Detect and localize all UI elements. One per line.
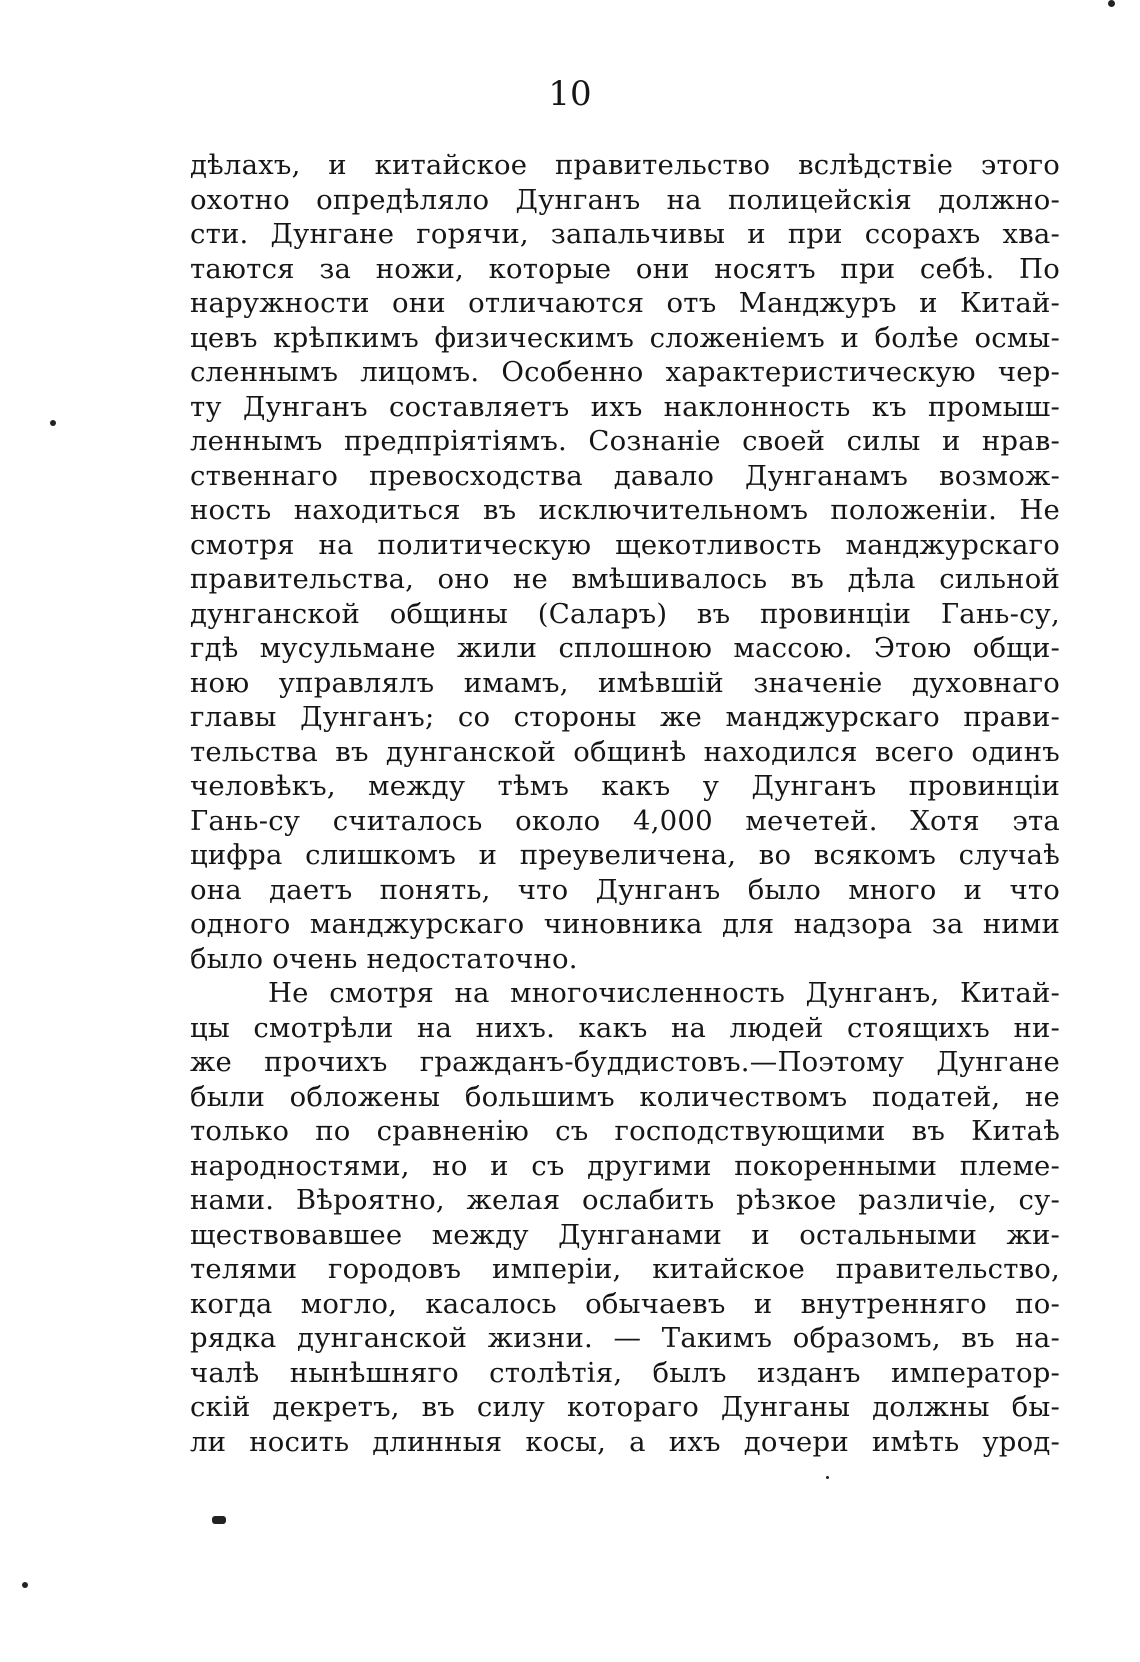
text-line: смотря на политическую щекотливость манджурскаго [190,528,1060,561]
text-line: леннымъ предпріятіямъ. Сознаніе своей силы и нрав- [190,425,1060,457]
ink-speck [212,1516,226,1524]
text-line: цифра слишкомъ и преувеличена, во всякомъ случаѣ [190,839,1060,871]
text-line: человѣкъ, между тѣмъ какъ у Дунганъ провинціи [190,770,1060,802]
text-line: гдѣ мусульмане жили сплошною массою. Этою общи- [190,632,1060,664]
text-line: тельства въ дунганской общинѣ находился всего одинъ [190,735,1060,768]
ink-speck [1108,0,1115,7]
text-line: таются за ножи, которые они носятъ при себѣ. По [190,252,1060,285]
text-line: ною управлялъ имамъ, имѣвшій значеніе духовнаго [190,666,1060,699]
text-line: скій декретъ, въ силу котораго Дунганы должны бы- [190,1391,1060,1423]
text-line: ществовавшее между Дунганами и остальными жи- [190,1218,1060,1251]
text-line: ственнаго превосходства давало Дунганамъ возмож- [190,459,1060,492]
text-line: когда могло, касалось обычаевъ и внутренняго по- [190,1287,1060,1320]
text-line: телями городовъ имперіи, китайское правительство, [190,1253,1060,1285]
text-line: дѣлахъ, и китайское правительство вслѣдствіе этого [190,149,1060,181]
body-text [190,148,1060,1459]
text-line: ность находиться въ исключительномъ положеніи. Не [190,494,1060,526]
text-line: Не смотря на многочисленность Дунганъ, Китай- [268,977,1060,1009]
ink-speck [50,420,56,426]
text-line: наружности они отличаются отъ Манджуръ и Китай- [190,287,1060,319]
page-number: 10 [548,74,592,114]
text-line: Гань-су считалось около 4,000 мечетей. Хотя эта [190,804,1060,837]
text-line: главы Дунганъ; со стороны же манджурскаго прави- [190,701,1060,733]
text-line: нами. Вѣроятно, желая ослабить рѣзкое различіе, су- [190,1184,1060,1216]
text-line: ли носить длинныя косы, а ихъ дочери имѣть урод- [190,1425,1060,1458]
text-line: были обложены большимъ количествомъ податей, не [190,1080,1060,1113]
text-line: одного манджурскаго чиновника для надзора за ними [190,908,1060,940]
text-line: ту Дунганъ составляетъ ихъ наклонность къ промыш- [190,390,1060,423]
text-line: рядка дунганской жизни. — Такимъ образомъ, въ на- [190,1322,1060,1354]
text-line: было очень недостаточно. [190,942,578,975]
text-line: правительства, оно не вмѣшивалось въ дѣла сильной [190,563,1060,595]
ink-speck [22,1582,28,1588]
text-line: цы смотрѣли на нихъ. какъ на людей стоящихъ ни- [190,1011,1060,1044]
text-line: дунганской общины (Саларъ) въ провинціи Гань-су, [190,597,1060,630]
text-line: же прочихъ гражданъ-буддистовъ.—Поэтому Дунгане [190,1046,1060,1078]
text-line: она даетъ понять, что Дунганъ было много и что [190,873,1060,906]
text-line: чалѣ нынѣшняго столѣтія, былъ изданъ император- [190,1356,1060,1389]
text-line: сти. Дунгане горячи, запальчивы и при ссорахъ хва- [190,218,1060,250]
text-line: только по сравненію съ господствующими въ Китаѣ [190,1115,1060,1147]
text-line: народностями, но и съ другими покоренными племе- [190,1149,1060,1182]
text-line: сленнымъ лицомъ. Особенно характеристическую чер- [190,356,1060,388]
paragraph-2 [190,976,1060,1459]
text-line: цевъ крѣпкимъ физическимъ сложеніемъ и болѣе осмы- [190,321,1060,354]
ink-speck [826,1476,829,1479]
text-line: охотно опредѣляло Дунганъ на полицейскія должно- [190,183,1060,216]
paragraph-1 [190,148,1060,976]
